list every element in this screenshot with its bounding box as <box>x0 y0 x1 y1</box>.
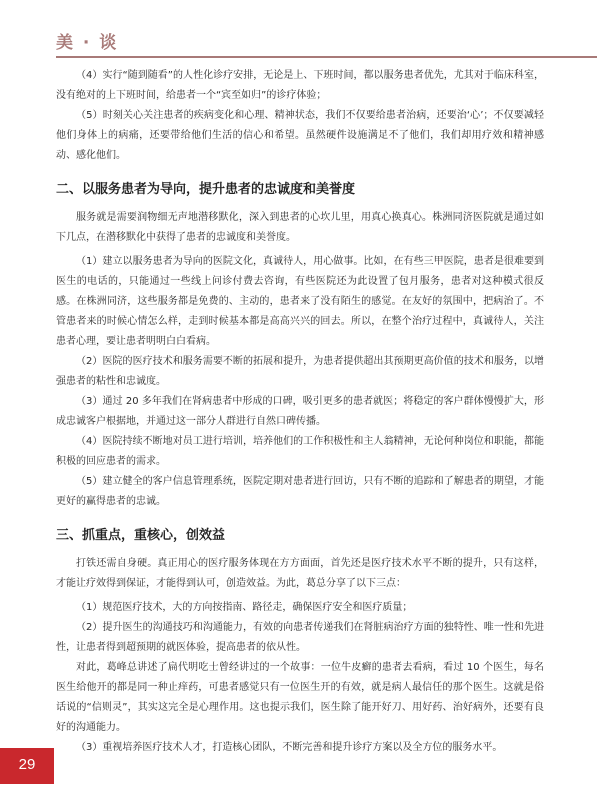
section-heading: 二、以服务患者为导向，提升患者的忠诚度和美誉度 <box>56 182 356 197</box>
list-item: （5）建立健全的客户信息管理系统，医院定期对患者进行回访，只有不断的追踪和了解患者的期望，才能更好的赢得患者的忠诚。 <box>56 476 544 507</box>
paragraph: 对此，葛峰总讲述了扁代明吃士曾经讲过的一个故事：一位牛皮癣的患者去看病，看过 10 个医生，每名医生给他开的都是同一种止痒药，可患者感觉只有一位医生开的有效，就是病人最信任的那个医生。这就是俗话说的“信则灵”，其实这完全是心理作用。这也提示我们，医生除了能开好刀、用好药、治好病外，还要有良好的沟通能力。 <box>56 662 544 733</box>
paragraph: （5）时刻关心关注患者的疾病变化和心理、精神状态，我们不仅要给患者治病，还要治‘心’；不仅要减轻他们身体上的病痛，还要带给他们生活的信心和希望。虽然硬件设施满足不了他们，我们却用疗效和精神感动、感化他们。 <box>56 110 544 161</box>
list-item: （1）规范医疗技术，大的方向按指南、路径走，确保医疗安全和医疗质量； <box>76 602 413 613</box>
list-item: （2）提升医生的沟通技巧和沟通能力，有效的向患者传递我们在肾脏病治疗方面的独特性、唯一性和先进性，让患者得到超预期的就医体验，提高患者的依从性。 <box>56 622 544 653</box>
page-number: 29 <box>18 756 36 773</box>
paragraph: 打铁还需自身硬。真正用心的医疗服务体现在方方面面，首先还是医疗技术水平不断的提升，只有这样，才能让疗效得到保证，才能得到认可，创造效益。为此，葛总分享了以下三点： <box>56 558 544 589</box>
list-item: （1）建立以服务患者为导向的医院文化，真诚待人，用心做事。比如，在有些三甲医院，患者是很难要到医生的电话的，只能通过一些线上问诊付费去咨询，有些医院还为此设置了包月服务，患者对这种模式很反感。在株洲同济，这些服务都是免费的、主动的，患者来了没有陌生的感觉。在友好的氛围中，把病治了。不管患者来的时候心情怎么样，走到时候基本都是高高兴兴的回去。所以，在整个治疗过程中，真诚待人，关注患者心理，要让患者明明白白看病。 <box>56 256 544 347</box>
page-number-tab <box>0 748 54 784</box>
paragraph: （4）实行“随到随看”的人性化诊疗安排，无论是上、下班时间，都以服务患者优先，尤其对于临床科室，没有绝对的上下班时间，给患者一个“宾至如归”的诊疗体验； <box>56 70 544 101</box>
paragraph: 服务就是需要润物细无声地潜移默化，深入到患者的心坎儿里，用真心换真心。株洲同济医院就是通过如下几点，在潜移默化中获得了患者的忠诚度和美誉度。 <box>56 212 544 243</box>
page-header <box>0 0 597 58</box>
header-divider <box>56 56 597 58</box>
section-heading: 三、抓重点，重核心，创效益 <box>56 528 226 543</box>
list-item: （4）医院持续不断地对员工进行培训，培养他们的工作积极性和主人翁精神，无论何种岗位和职能，都能积极的回应患者的需求。 <box>56 436 544 467</box>
column-title: 美 · 谈 <box>56 33 119 53</box>
list-item: （2）医院的医疗技术和服务需要不断的拓展和提升，为患者提供超出其预期更高价值的技术和服务，以增强患者的粘性和忠诚度。 <box>56 356 544 387</box>
article-body <box>56 66 544 758</box>
list-item: （3）通过 20 多年我们在肾病患者中形成的口碑，吸引更多的患者就医；将稳定的客户群体慢慢扩大，形成忠诚客户根据地，并通过这一部分人群进行自然口碑传播。 <box>56 396 544 427</box>
list-item: （3）重视培养医疗技术人才，打造核心团队，不断完善和提升诊疗方案以及全方位的服务水平。 <box>76 742 503 753</box>
